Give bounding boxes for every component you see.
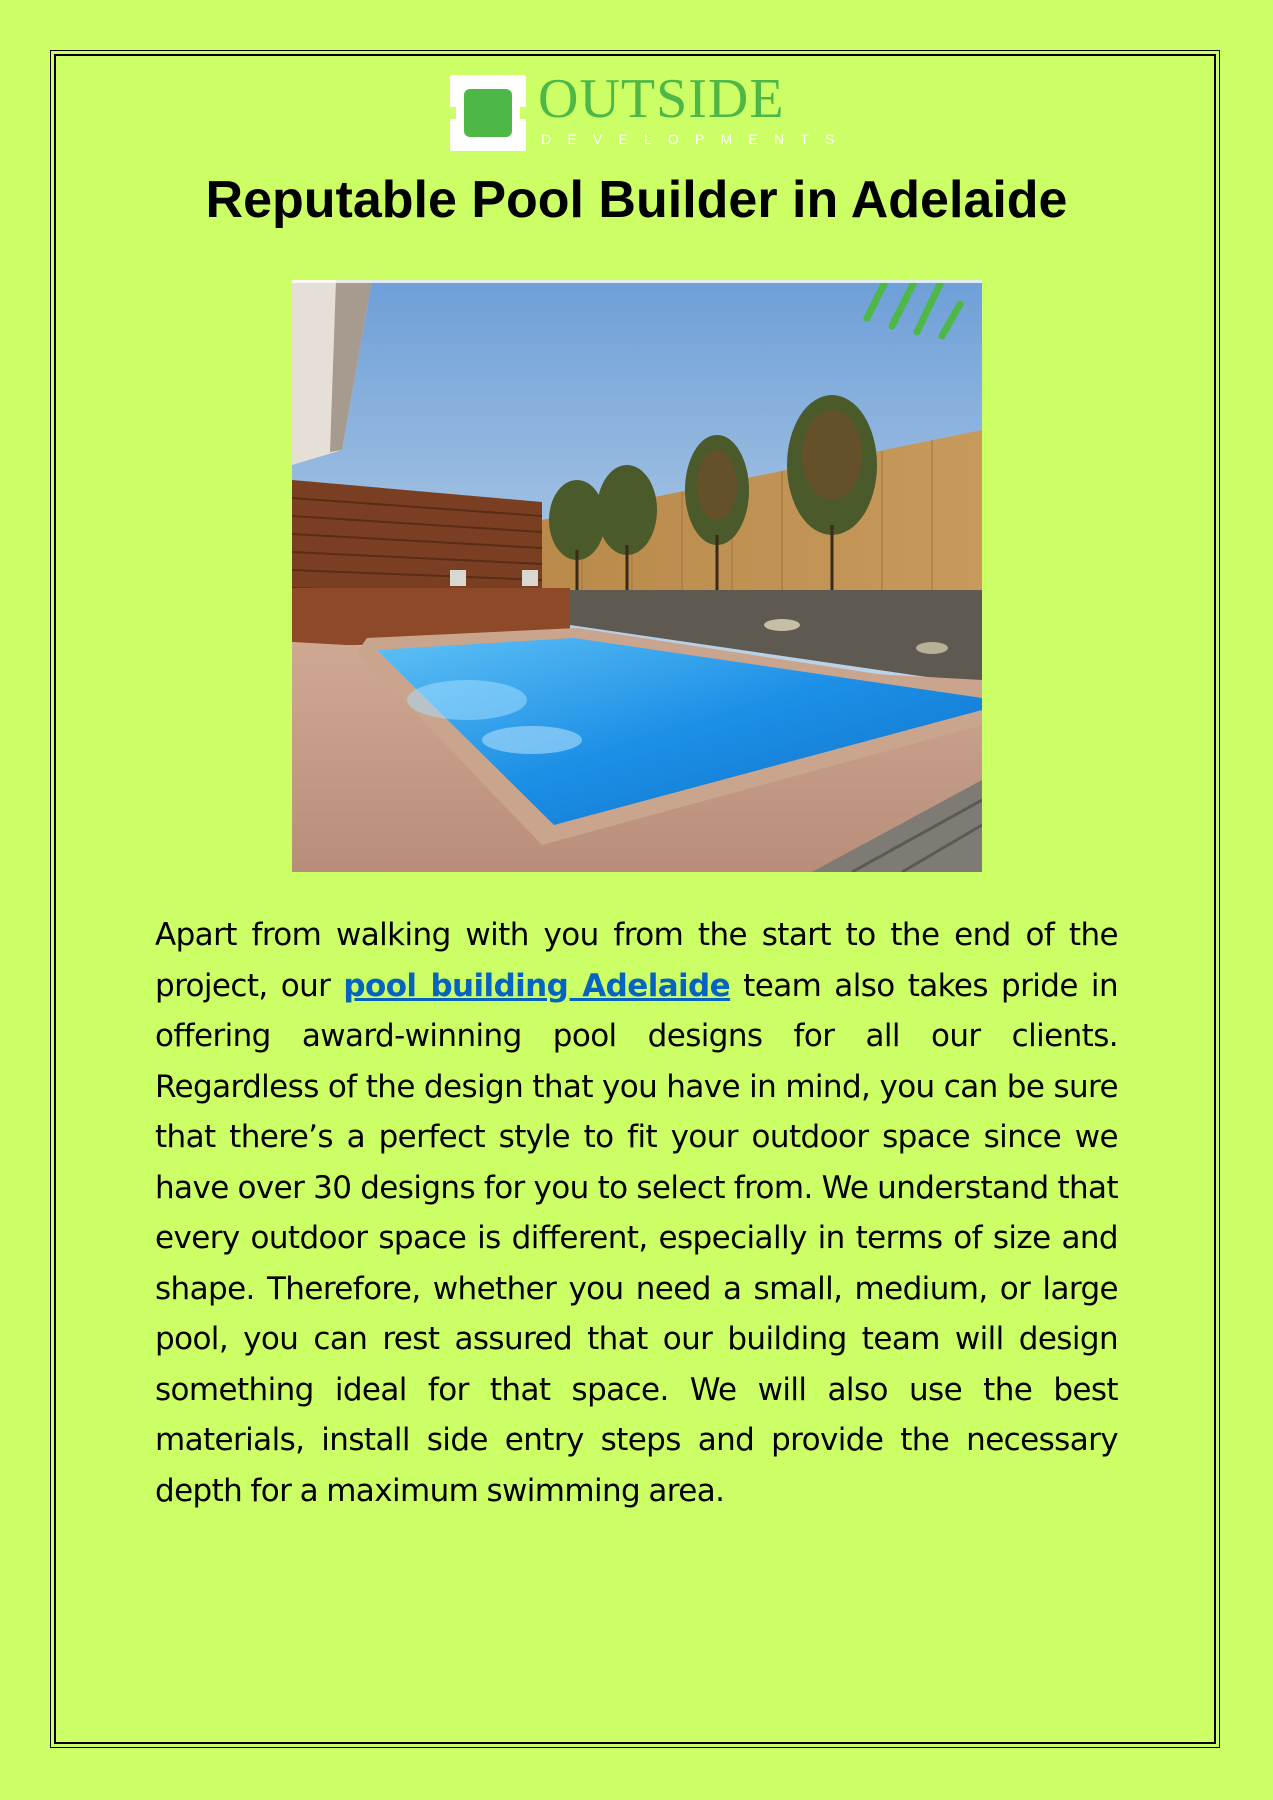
logo-wordmark: OUTSIDE <box>538 68 785 130</box>
pool-building-link[interactable]: pool building Adelaide <box>343 967 731 1004</box>
company-logo <box>450 68 851 155</box>
body-paragraph <box>155 910 1118 1516</box>
logo-mark-icon <box>450 75 526 151</box>
logo-subtitle: DEVELOPMENTS <box>541 131 851 147</box>
body-text-before-link: Apart from walking with you from the start to the end of the project, our <box>155 917 1118 1004</box>
body-text-after-link: team also takes pride in offering award-winning pool designs for all our clients. Regardless of the design that you have in mind, you can be sure that there’s a perfect style to fit your outdoor space since we have over 30 designs for you to select from. We understand that every outdoor space is different, especially in terms of size and shape. Therefore, whether you need a small, medium, or large pool, you can rest assured that our building team will design something ideal for that space. We will also use the best materials, install side entry steps and provide the necessary depth for a maximum swimming area. <box>155 967 1118 1509</box>
page-title: Reputable Pool Builder in Adelaide <box>205 171 1068 229</box>
pool-photo <box>292 280 982 872</box>
